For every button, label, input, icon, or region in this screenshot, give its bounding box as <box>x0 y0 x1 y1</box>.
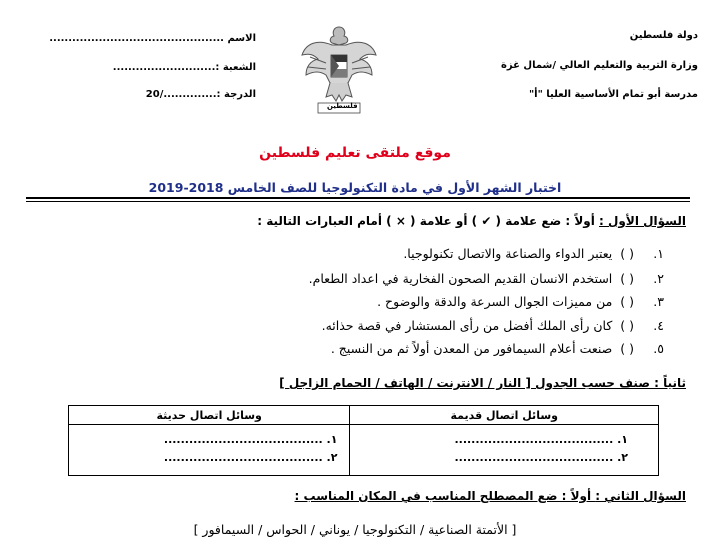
q1-item-text: استخدم الانسان القديم الصحون الفخارية في اعداد الطعام. <box>308 271 613 286</box>
q1-heading <box>257 214 686 228</box>
q1-item-number: ٥. <box>653 341 664 356</box>
term-choices: [ الأتمتة الصناعية / التكنولوجيا / يوناني / الحواس / السيمافور ] <box>193 522 517 537</box>
ministry-label: وزارة التربية والتعليم العالي /شمال غزة <box>500 60 698 71</box>
q1-item <box>309 271 664 286</box>
country-label: دولة فلسطين <box>629 30 698 41</box>
q2-heading-text: أولاً : ضع المصطلح المناسب في المكان المناسب : <box>294 489 596 503</box>
q1-item <box>331 341 664 356</box>
q1-item-number: ٣. <box>653 294 664 309</box>
col-new-header: وسائل اتصال حديثة <box>69 406 350 425</box>
q2-heading <box>295 489 686 503</box>
emblem-caption: فلسطين <box>327 102 358 110</box>
q1-answer-blank[interactable]: ( ) <box>620 318 635 333</box>
name-field: الاسم .............................................. <box>49 33 256 44</box>
answer-line[interactable]: ١. ...................................... <box>163 433 338 446</box>
new-answers-cell[interactable] <box>69 425 350 476</box>
site-name: موقع ملتقى تعليم فلسطين <box>259 145 451 161</box>
divider-top <box>26 197 690 199</box>
grade-field: الدرجة :............../20 <box>145 89 256 100</box>
q1-answer-blank[interactable]: ( ) <box>620 246 635 261</box>
q1-item <box>377 294 664 309</box>
old-answers-cell[interactable] <box>350 425 659 476</box>
q1-answer-blank[interactable]: ( ) <box>620 341 635 356</box>
q1-item <box>322 318 664 333</box>
q1-item <box>403 246 664 261</box>
answer-line[interactable]: ٢. ...................................... <box>163 451 338 464</box>
school-label: مدرسة أبو تمام الأساسية العليا "أ" <box>528 89 698 100</box>
q1-item-text: كان رأى الملك أفضل من رأى المستشار في قصة حذائه. <box>321 318 613 333</box>
q1-heading-text: أولاً : ضع علامة ( ✔ ) أو علامة ( × ) أمام العبارات التالية : <box>257 214 600 228</box>
classification-table <box>68 405 659 476</box>
answer-line[interactable]: ١. ...................................... <box>454 433 628 446</box>
q1-item-text: يعتبر الدواء والصناعة والاتصال تكنولوجيا. <box>403 246 613 261</box>
q1-item-number: ٤. <box>653 318 664 333</box>
exam-title: اختبار الشهر الأول في مادة التكنولوجيا للصف الخامس 2018-2019 <box>148 180 562 195</box>
q1-answer-blank[interactable]: ( ) <box>620 271 635 286</box>
q1-item-text: من مميزات الجوال السرعة والدقة والوضوح . <box>377 294 613 309</box>
palestine-emblem-icon <box>296 17 382 117</box>
q1-item-number: ٢. <box>653 271 664 286</box>
q1-item-text: صنعت أعلام السيمافور من المعدن أولاً ثم من النسيج . <box>330 341 613 356</box>
q1-answer-blank[interactable]: ( ) <box>620 294 635 309</box>
q2-heading-lead: السؤال الثاني : <box>595 489 686 503</box>
col-old-header: وسائل اتصال قديمة <box>350 406 659 425</box>
q1-item-number: ١. <box>653 246 664 261</box>
divider-top-thin <box>26 201 690 202</box>
answer-line[interactable]: ٢. ...................................... <box>454 451 628 464</box>
q1-heading-lead: السؤال الأول : <box>599 214 686 228</box>
section-field: الشعبة :........................... <box>112 62 256 73</box>
q1b-heading: ثانياً : صنف حسب الجدول [ النار / الانترنت / الهاتف / الحمام الزاجل ] <box>279 376 686 390</box>
